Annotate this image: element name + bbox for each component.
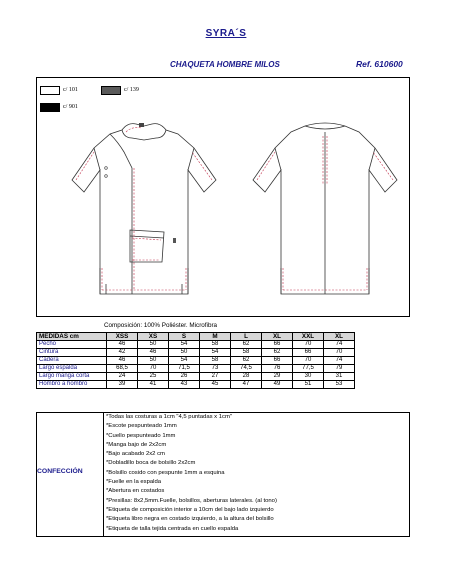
list-item: *Etiqueta de talla tejida centrada en cuello espalda bbox=[106, 525, 239, 532]
list-item: *Manga bajo de 2x2cm bbox=[106, 441, 167, 448]
size-header: XS bbox=[138, 333, 169, 341]
table-row bbox=[37, 373, 355, 381]
measure-value: 39 bbox=[107, 381, 138, 389]
measure-value: 70 bbox=[293, 357, 324, 365]
measure-value: 53 bbox=[324, 381, 355, 389]
measure-label: Hombro a hombro bbox=[37, 381, 107, 389]
jacket-front-drawing bbox=[66, 118, 222, 304]
measure-value: 58 bbox=[200, 341, 231, 349]
measure-label: Cadera bbox=[37, 357, 107, 365]
measure-value: 50 bbox=[138, 357, 169, 365]
list-item: *Presillas: 8x2,5mm.Fuelle, bolsillos, aberturas laterales. (al tono) bbox=[106, 497, 277, 504]
measure-value: 54 bbox=[169, 341, 200, 349]
size-header: XXL bbox=[293, 333, 324, 341]
measure-label: Pecho bbox=[37, 341, 107, 349]
size-header: M bbox=[200, 333, 231, 341]
measure-value: 77,5 bbox=[293, 365, 324, 373]
measure-value: 62 bbox=[231, 341, 262, 349]
list-item: *Bolsillo cosido con pespunte 1mm a esquina bbox=[106, 469, 225, 476]
reference-number: Ref. 610600 bbox=[356, 59, 403, 69]
measure-value: 45 bbox=[200, 381, 231, 389]
list-item: *Fuelle en la espalda bbox=[106, 479, 162, 486]
size-header: XL bbox=[324, 333, 355, 341]
measure-value: 66 bbox=[262, 357, 293, 365]
measure-value: 42 bbox=[107, 349, 138, 357]
measure-value: 49 bbox=[262, 381, 293, 389]
list-item: *Todas las costuras a 1cm "4,5 puntadas x 1cm" bbox=[106, 414, 232, 420]
measure-label: Largo manga corta bbox=[37, 373, 107, 381]
measure-value: 26 bbox=[169, 373, 200, 381]
measure-value: 74,5 bbox=[231, 365, 262, 373]
list-item: *Dobladillo boca de bolsillo 2x2cm bbox=[106, 460, 196, 467]
measure-value: 62 bbox=[231, 357, 262, 365]
jacket-back-drawing bbox=[247, 118, 403, 304]
measure-value: 28 bbox=[231, 373, 262, 381]
table-row bbox=[37, 357, 355, 365]
measure-value: 25 bbox=[138, 373, 169, 381]
measure-value: 58 bbox=[200, 357, 231, 365]
measure-value: 29 bbox=[262, 373, 293, 381]
brand-title: SYRA´S bbox=[205, 28, 247, 39]
measure-value: 47 bbox=[231, 381, 262, 389]
measure-value: 70 bbox=[293, 341, 324, 349]
color-swatch-139 bbox=[101, 86, 121, 95]
measure-value: 24 bbox=[107, 373, 138, 381]
size-header: XSS bbox=[107, 333, 138, 341]
measure-label: Largo espalda bbox=[37, 365, 107, 373]
measure-value: 71,5 bbox=[169, 365, 200, 373]
model-name: CHAQUETA HOMBRE MILOS bbox=[170, 60, 280, 69]
list-item: *Etiqueta de composición interior a 10cm del bajo lado izquierdo bbox=[106, 506, 274, 513]
measure-value: 66 bbox=[262, 341, 293, 349]
confeccion-divider bbox=[103, 412, 104, 537]
measure-value: 70 bbox=[324, 349, 355, 357]
measure-value: 54 bbox=[200, 349, 231, 357]
measure-value: 51 bbox=[293, 381, 324, 389]
measure-value: 74 bbox=[324, 357, 355, 365]
table-row bbox=[37, 341, 355, 349]
measure-value: 58 bbox=[231, 349, 262, 357]
measure-value: 70 bbox=[138, 365, 169, 373]
size-header: L bbox=[231, 333, 262, 341]
color-label-101: c/ 101 bbox=[63, 87, 78, 93]
list-item: *Abertura en costados bbox=[106, 488, 165, 495]
measure-value: 41 bbox=[138, 381, 169, 389]
measure-value: 62 bbox=[262, 349, 293, 357]
color-label-139: c/ 139 bbox=[124, 87, 139, 93]
table-row bbox=[37, 365, 355, 373]
measure-label: Cintura bbox=[37, 349, 107, 357]
size-table-header bbox=[37, 333, 355, 341]
measure-value: 54 bbox=[169, 357, 200, 365]
confeccion-label: CONFECCIÓN bbox=[37, 468, 83, 475]
measure-value: 68,5 bbox=[107, 365, 138, 373]
size-header: S bbox=[169, 333, 200, 341]
measure-value: 43 bbox=[169, 381, 200, 389]
measure-value: 79 bbox=[324, 365, 355, 373]
list-item: *Cuello pespunteado 1mm bbox=[106, 432, 176, 439]
measure-value: 50 bbox=[138, 341, 169, 349]
size-header: XL bbox=[262, 333, 293, 341]
list-item: *Bajo acabado 2x2 cm bbox=[106, 451, 165, 458]
measure-value: 66 bbox=[293, 349, 324, 357]
measure-value: 46 bbox=[107, 357, 138, 365]
measure-value: 50 bbox=[169, 349, 200, 357]
measure-value: 46 bbox=[138, 349, 169, 357]
confeccion-list bbox=[106, 413, 406, 534]
measure-value: 74 bbox=[324, 341, 355, 349]
table-row bbox=[37, 381, 355, 389]
measure-value: 73 bbox=[200, 365, 231, 373]
measure-value: 46 bbox=[107, 341, 138, 349]
measure-value: 30 bbox=[293, 373, 324, 381]
color-label-901: c/ 901 bbox=[63, 104, 78, 110]
table-row bbox=[37, 349, 355, 357]
composition-text: Composición: 100% Poliéster. Microfibra bbox=[104, 322, 218, 329]
color-swatch-101 bbox=[40, 86, 60, 95]
measure-value: 76 bbox=[262, 365, 293, 373]
size-table bbox=[36, 332, 355, 389]
list-item: *Etiqueta libro negra en costado izquierdo, a la altura del bolsillo bbox=[106, 516, 274, 523]
measure-value: 31 bbox=[324, 373, 355, 381]
size-table-header-label: MEDIDAS cm bbox=[37, 333, 107, 341]
measure-value: 27 bbox=[200, 373, 231, 381]
list-item: *Escote pespunteado 1mm bbox=[106, 423, 177, 430]
color-swatch-901 bbox=[40, 103, 60, 112]
